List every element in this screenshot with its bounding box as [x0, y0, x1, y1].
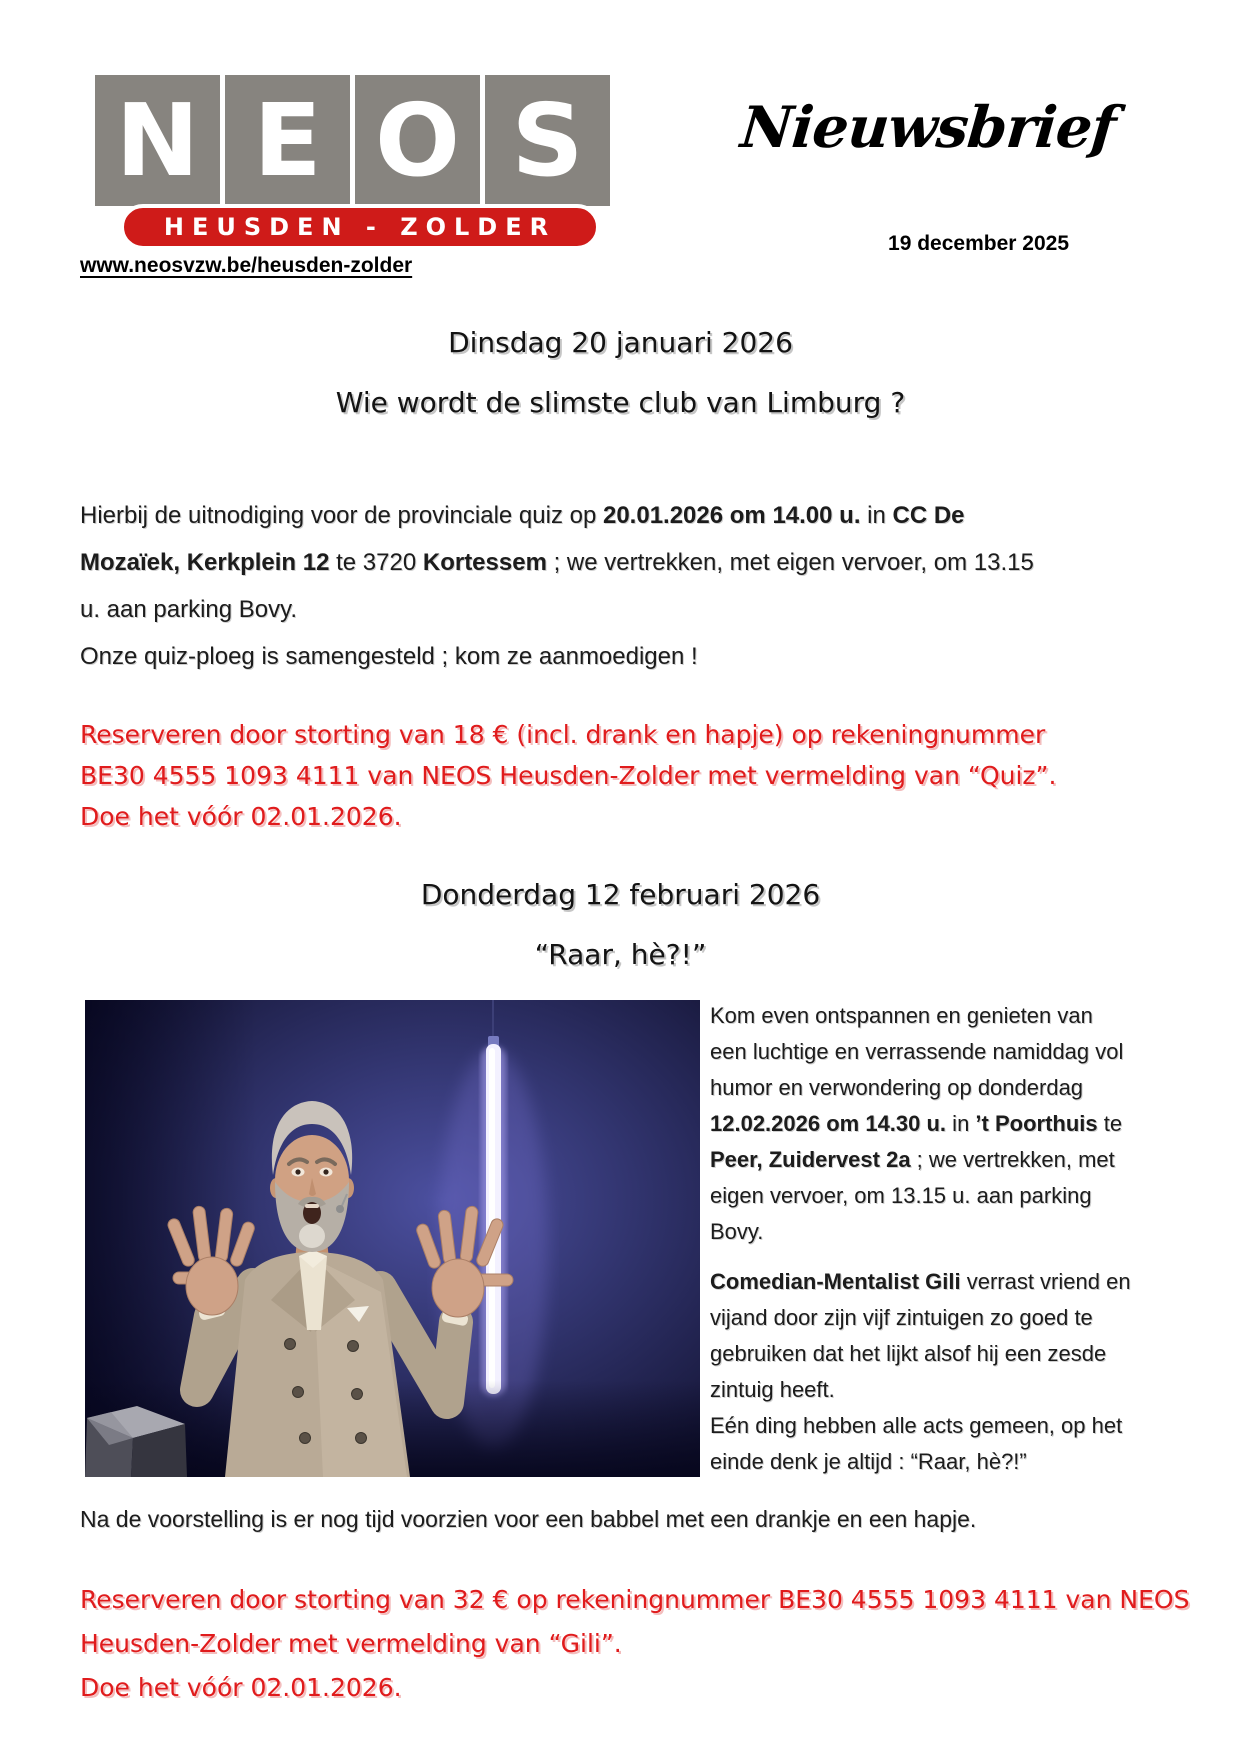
logo-letter: N — [115, 81, 200, 199]
text-line: vijand door zijn vijf zintuigen zo goed te — [710, 1305, 1093, 1330]
text-line: einde denk je altijd : “Raar, hè?!” — [710, 1449, 1027, 1474]
text-line: Reserveren door storting van 18 € (incl. drank en hapje) op rekeningnummer — [80, 720, 1046, 749]
text-run: Comedian-Mentalist Gili — [710, 1269, 961, 1294]
text-run: in — [860, 502, 893, 529]
text-run: 20.01.2026 om 14.00 u. — [602, 502, 861, 529]
website-link[interactable]: www.neosvzw.be/heusden-zolder — [80, 254, 413, 277]
text-line: BE30 4555 1093 4111 van NEOS Heusden-Zolder met vermelding van “Quiz”. — [80, 761, 1057, 790]
logo-square-o — [355, 75, 480, 206]
event2-reservation-note — [80, 1578, 1189, 1710]
event1-subtitle: Wie wordt de slimste club van Limburg ? — [335, 386, 906, 419]
text-line — [80, 492, 1034, 539]
text-line — [710, 1264, 1180, 1300]
text-run: Peer, Zuidervest 2a — [710, 1147, 911, 1172]
newsletter-script-title: Nieuwsbrief — [738, 94, 1118, 161]
neos-logo — [95, 75, 610, 250]
event2-closing-note: Na de voorstelling is er nog tijd voorzien voor een babbel met een drankje en een hapje. — [80, 1506, 977, 1532]
text-line: Kom even ontspannen en genieten van — [710, 1003, 1093, 1028]
stage-photo-illustration — [85, 1000, 700, 1477]
logo-letter: S — [511, 81, 584, 199]
event2-title: Donderdag 12 februari 2026 — [420, 878, 821, 911]
event2-subtitle: “Raar, hè?!” — [534, 938, 707, 971]
event1-description — [80, 492, 1034, 680]
text-line — [710, 1106, 1180, 1142]
text-line: Heusden-Zolder met vermelding van “Gili”. — [80, 1629, 622, 1658]
text-run: Hierbij de uitnodiging voor de provinciale quiz op — [80, 502, 603, 529]
event1-reservation-note — [80, 714, 1056, 837]
logo-square-e — [225, 75, 350, 206]
text-line: u. aan parking Bovy. — [80, 596, 298, 623]
text-run: te 3720 — [329, 549, 423, 576]
text-line: gebruiken dat het lijkt alsof hij een zesde — [710, 1341, 1107, 1366]
text-line: humor en verwondering op donderdag — [710, 1075, 1084, 1100]
text-run: ’t Poorthuis — [975, 1111, 1098, 1136]
text-run: in — [946, 1111, 976, 1136]
text-line: zintuig heeft. — [710, 1377, 835, 1402]
issue-date: 19 december 2025 — [888, 232, 1069, 255]
logo-letter: E — [253, 81, 322, 199]
text-run: ; we vertrekken, met eigen vervoer, om 13.15 — [546, 549, 1034, 576]
text-line: een luchtige en verrassende namiddag vol — [710, 1039, 1124, 1064]
logo-square-n — [95, 75, 220, 206]
logo-square-s — [485, 75, 610, 206]
logo-letter-squares — [95, 75, 610, 206]
text-line: Bovy. — [710, 1219, 764, 1244]
event2-description-paragraph2 — [710, 1264, 1180, 1480]
text-run: ; we vertrekken, met — [910, 1147, 1115, 1172]
event2-description-paragraph1 — [710, 998, 1180, 1250]
text-line: Doe het vóór 02.01.2026. — [80, 802, 402, 831]
text-line: Doe het vóór 02.01.2026. — [80, 1673, 402, 1702]
text-run: Mozaïek, Kerkplein 12 — [80, 549, 330, 576]
text-run: te — [1097, 1111, 1123, 1136]
logo-letter: O — [374, 81, 460, 199]
text-run: CC De — [892, 502, 965, 529]
text-line: Onze quiz-ploeg is samengesteld ; kom ze aanmoedigen ! — [80, 643, 698, 670]
logo-banner: HEUSDEN - ZOLDER — [120, 204, 600, 250]
text-run: verrast vriend en — [960, 1269, 1131, 1294]
text-line — [710, 1142, 1180, 1178]
text-line: eigen vervoer, om 13.15 u. aan parking — [710, 1183, 1092, 1208]
text-line: Eén ding hebben alle acts gemeen, op het — [710, 1413, 1123, 1438]
text-line: Reserveren door storting van 32 € op rekeningnummer BE30 4555 1093 4111 van NEOS — [80, 1585, 1190, 1614]
event1-title: Dinsdag 20 januari 2026 — [448, 326, 793, 359]
event2-stage-photo — [85, 1000, 700, 1477]
text-run: 12.02.2026 om 14.30 u. — [710, 1111, 947, 1136]
text-run: Kortessem — [422, 549, 547, 576]
text-line — [80, 539, 1034, 586]
